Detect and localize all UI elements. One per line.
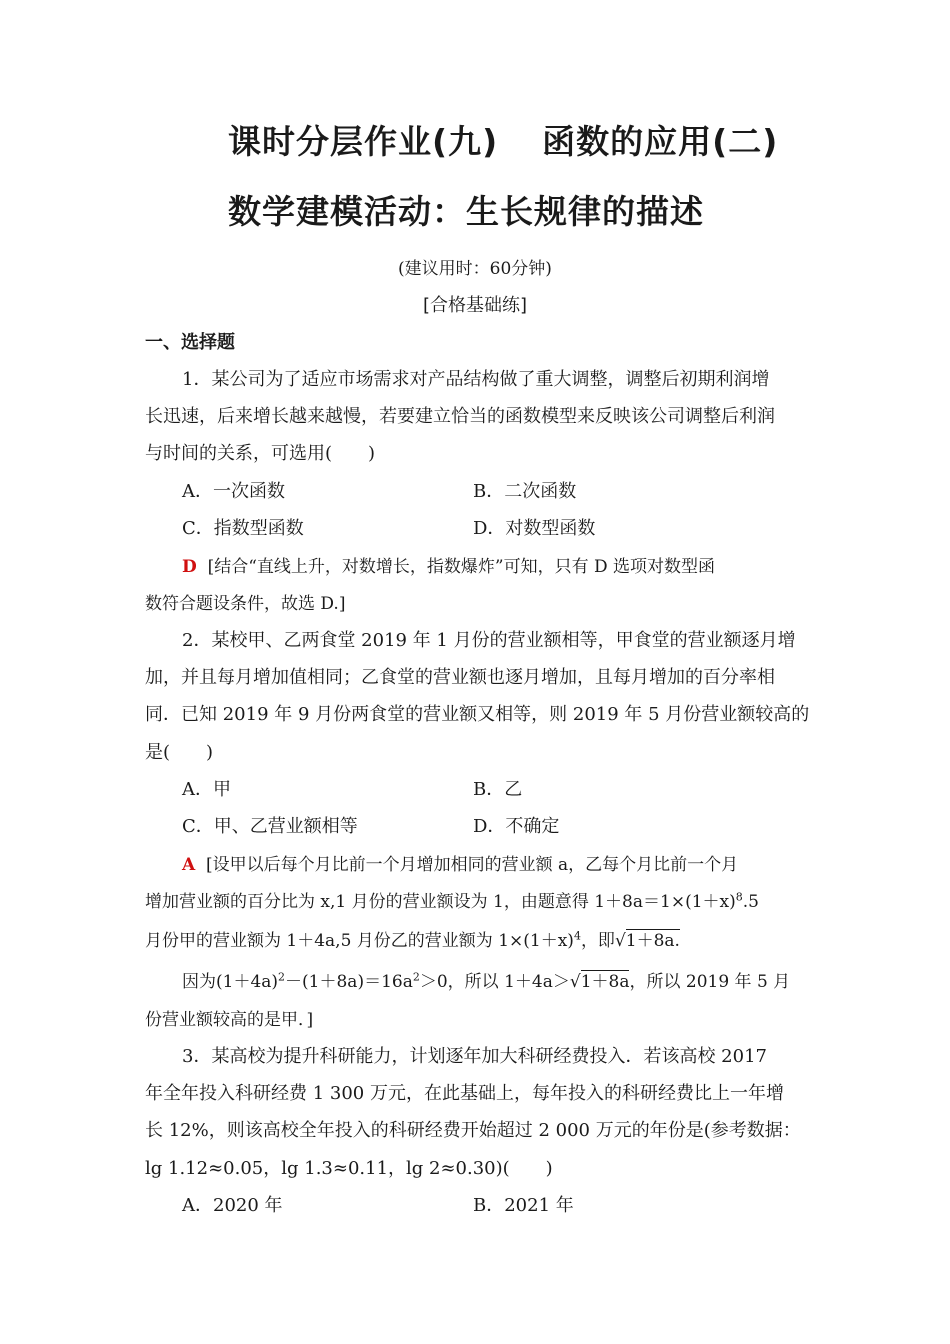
q2-sol4-exponent: 2	[278, 970, 286, 984]
q2-sol4-text-d: ，所以 2019 年 5 月	[629, 972, 791, 992]
q2-sol3-radicand: 1＋8a.	[625, 931, 680, 951]
q2-sol4-text-c: ＞0，所以 1＋4a＞	[419, 972, 570, 992]
q2-solution-line-1	[182, 850, 810, 875]
q2-line-2: 加，并且每月增加值相同；乙食堂的营业额也逐月增加，且每月增加的百分率相	[145, 667, 775, 688]
q3-line-1: 3．某高校为提升科研能力，计划逐年加大科研经费投入．若该高校 2017	[182, 1046, 767, 1067]
q2-sol4-radicand: 1＋8a	[580, 972, 630, 992]
title-part-left: 课时分层作业(九)	[228, 122, 499, 161]
q2-sol2-exponent: 8	[735, 890, 743, 904]
q1-answer: D	[182, 557, 197, 577]
q2-line-4: 是( )	[145, 742, 214, 763]
q2-solution-text-1: [设甲以后每个月比前一个月增加相同的营业额 a，乙每个月比前一个月	[206, 855, 739, 875]
q2-sol4-text-a: 因为(1＋4a)	[182, 972, 279, 992]
q3-option-b: B．2021 年	[473, 1195, 574, 1216]
q2-solution-line-2	[145, 887, 810, 912]
q2-sol2-text-a: 增加营业额的百分比为 x,1 月份的营业额设为 1，由题意得 1＋8a＝1×(1＋x)	[145, 892, 736, 912]
q2-sol4-text-b: －(1＋8a)＝16a	[285, 972, 413, 992]
q2-option-c: C．甲、乙营业额相等	[182, 816, 358, 837]
q2-sol3-text-b: ，即	[580, 931, 615, 951]
q1-option-d: D．对数型函数	[473, 518, 596, 539]
sqrt-sign-icon: √	[614, 931, 626, 951]
q2-sol2-text-b: .5	[742, 892, 759, 912]
q1-option-b: B．二次函数	[473, 481, 577, 502]
q1-line-3: 与时间的关系，可选用( )	[145, 443, 376, 464]
q1-option-c: C．指数型函数	[182, 518, 304, 539]
q2-option-d: D．不确定	[473, 816, 560, 837]
q1-line-2: 长迅速，后来增长越来越慢，若要建立恰当的函数模型来反映该公司调整后利润	[145, 406, 775, 427]
part-heading: 一、选择题	[145, 332, 235, 353]
q2-solution-line-5: 份营业额较高的是甲．]	[145, 1010, 314, 1030]
title-line-1	[228, 116, 778, 163]
q2-answer: A	[182, 855, 196, 875]
q2-option-a: A．甲	[182, 779, 231, 800]
title-part-right: 函数的应用(二)	[542, 122, 779, 161]
q1-line-1: 1．某公司为了适应市场需求对产品结构做了重大调整，调整后初期利润增	[182, 369, 770, 390]
section-label: [合格基础练]	[422, 295, 528, 316]
q1-option-a: A．一次函数	[182, 481, 285, 502]
q2-sol3-text-a: 月份甲的营业额为 1＋4a,5 月份乙的营业额为 1×(1＋x)	[145, 931, 574, 951]
q3-option-a: A．2020 年	[182, 1195, 283, 1216]
sqrt-sign-icon: √	[569, 972, 581, 992]
q2-line-3: 同．已知 2019 年 9 月份两食堂的营业额又相等，则 2019 年 5 月份营业额较高的	[145, 704, 810, 725]
q2-sol3-exponent: 4	[573, 929, 581, 943]
q2-solution-line-4	[182, 967, 810, 992]
suggested-time: (建议用时：60分钟)	[398, 259, 552, 279]
q3-line-2: 年全年投入科研经费 1 300 万元，在此基础上，每年投入的科研经费比上一年增	[145, 1083, 784, 1104]
q3-line-4: lg 1.12≈0.05，lg 1.3≈0.11，lg 2≈0.30)( )	[145, 1158, 553, 1179]
q2-solution-line-3	[145, 926, 810, 951]
q3-line-3: 长 12%，则该高校全年投入的科研经费开始超过 2 000 万元的年份是(参考数据：	[145, 1120, 801, 1141]
q2-sol4-exponent-2: 2	[412, 970, 420, 984]
q2-line-1: 2．某校甲、乙两食堂 2019 年 1 月份的营业额相等，甲食堂的营业额逐月增	[182, 630, 796, 651]
q2-option-b: B．乙	[473, 779, 523, 800]
title-line-2: 数学建模活动：生长规律的描述	[228, 192, 704, 231]
q1-solution-text-1: [结合“直线上升，对数增长，指数爆炸”可知，只有 D 选项对数型函	[207, 557, 716, 577]
q1-solution-line-2: 数符合题设条件，故选 D.]	[145, 594, 346, 614]
q1-solution-line-1	[182, 552, 810, 577]
